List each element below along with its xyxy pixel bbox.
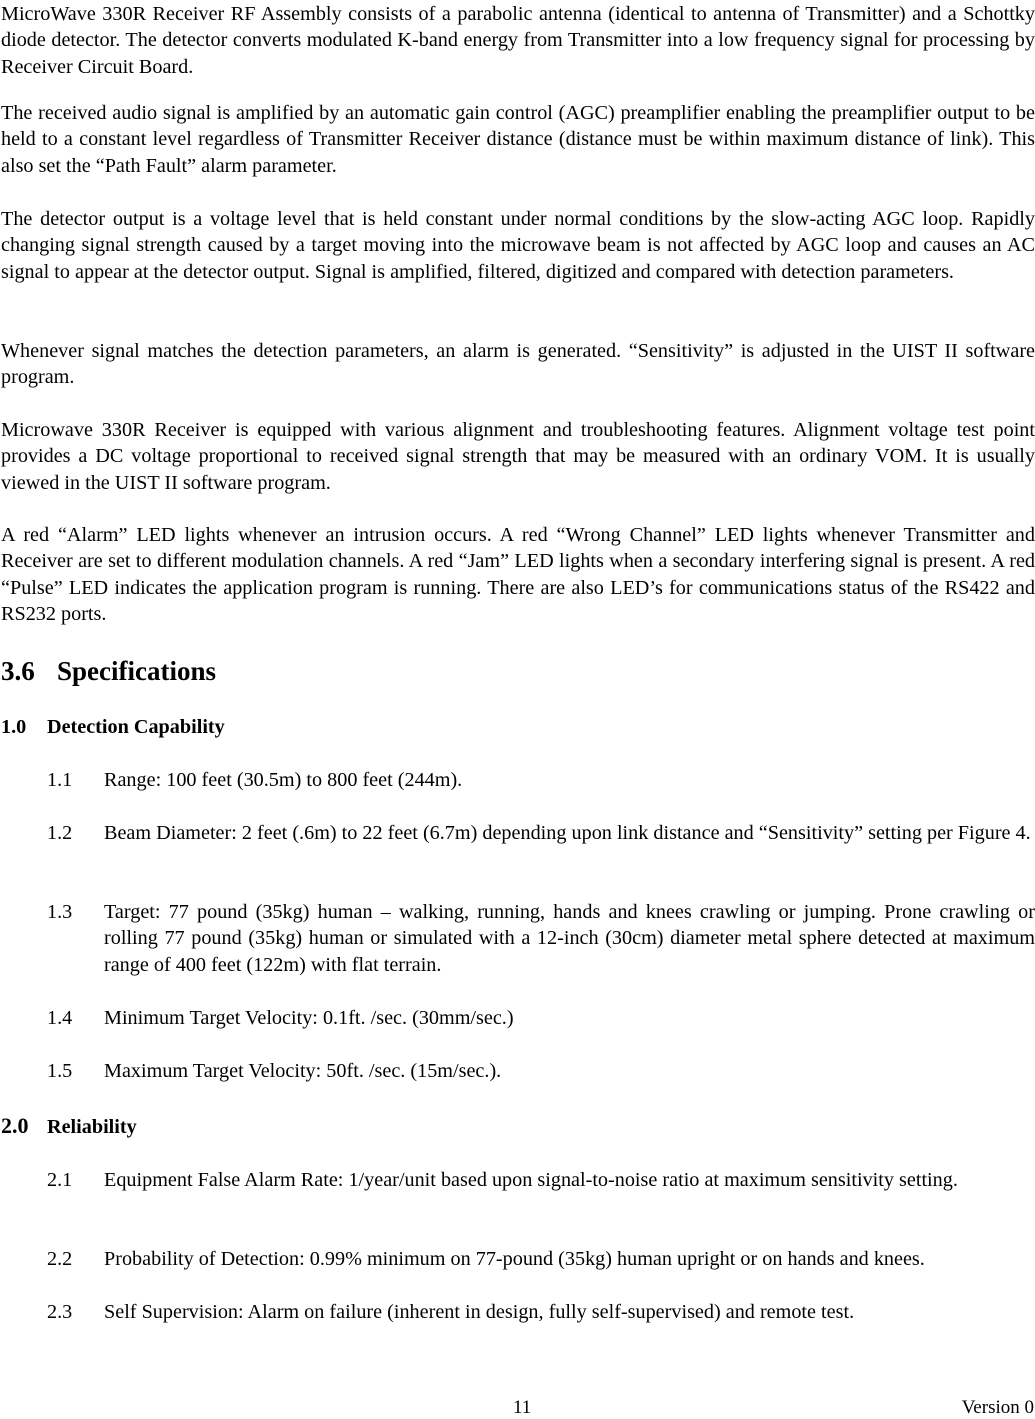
spec-item [47, 820, 1035, 846]
spec-item-text: Equipment False Alarm Rate: 1/year/unit based upon signal-to-noise ratio at maximum sensitivity setting. [104, 1169, 958, 1191]
subsection-number: 2.0 [1, 1113, 29, 1138]
subsection-number: 1.0 [1, 716, 27, 738]
paragraph-alignment-features: Microwave 330R Receiver is equipped with various alignment and troubleshooting features. Alignment voltage test point provides a DC voltage proportional to received signal strength that may be measured with an ordinary VOM. It is usually viewed in the UIST II software program. [1, 419, 1035, 494]
spec-item-number: 1.2 [47, 822, 73, 844]
subsection-title: Reliability [47, 1116, 137, 1138]
section-title: Specifications [57, 656, 216, 686]
paragraph-rf-assembly: MicroWave 330R Receiver RF Assembly consists of a parabolic antenna (identical to antenna of Transmitter) and a Schottky diode detector. The detector converts modulated K-band energy from Transmitter into a low frequency signal for processing by Receiver Circuit Board. [1, 3, 1035, 78]
spec-item [47, 1246, 1035, 1272]
paragraph-alarm-sensitivity: Whenever signal matches the detection parameters, an alarm is generated. “Sensitivity” is adjusted in the UIST II software program. [1, 340, 1035, 389]
spec-item-number: 1.3 [47, 901, 73, 923]
paragraph-agc-preamplifier: The received audio signal is amplified by an automatic gain control (AGC) preamplifier enabling the preamplifier output to be held to a constant level regardless of Transmitter Receiver distance (distance must be within maximum distance of link). This also set the “Path Fault” alarm parameter. [1, 102, 1035, 177]
paragraph-detector-output: The detector output is a voltage level that is held constant under normal conditions by the slow-acting AGC loop. Rapidly changing signal strength caused by a target moving into the microwave beam is not affected by AGC loop and causes an AC signal to appear at the detector output. Signal is amplified, filtered, digitized and compared with detection parameters. [1, 208, 1035, 283]
page-number: 11 [513, 1397, 532, 1418]
spec-item-text: Minimum Target Velocity: 0.1ft. /sec. (30mm/sec.) [104, 1007, 514, 1029]
spec-item-text: Target: 77 pound (35kg) human – walking, running, hands and knees crawling or jumping. Prone crawling or rolling 77 pound (35kg) human or simulated with a 12-inch (30cm) diameter metal sphere detected at maximum range of 400 feet (122m) with flat terrain. [104, 901, 1035, 976]
subsection-heading-reliability [1, 1113, 137, 1140]
paragraph-led-indicators: A red “Alarm” LED lights whenever an intrusion occurs. A red “Wrong Channel” LED lights whenever Transmitter and Receiver are set to different modulation channels. A red “Jam” LED lights when a secondary interfering signal is present. A red “Pulse” LED indicates the application program is running. There are also LED’s for communications status of the RS422 and RS232 ports. [1, 524, 1035, 625]
version-label: Version 0 [961, 1397, 1034, 1418]
spec-item-number: 2.3 [47, 1301, 73, 1323]
spec-item [47, 899, 1035, 978]
spec-item-text: Self Supervision: Alarm on failure (inherent in design, fully self-supervised) and remote test. [104, 1301, 855, 1323]
subsection-title: Detection Capability [47, 716, 225, 738]
spec-item [47, 1167, 1035, 1193]
subsection-heading-detection [1, 714, 225, 740]
spec-item-text: Maximum Target Velocity: 50ft. /sec. (15m/sec.). [104, 1060, 502, 1082]
spec-item-number: 2.2 [47, 1248, 73, 1270]
spec-item-text: Probability of Detection: 0.99% minimum on 77-pound (35kg) human upright or on hands and knees. [104, 1248, 925, 1270]
spec-item [47, 1299, 1035, 1325]
spec-item [47, 1005, 1035, 1031]
spec-item-number: 1.1 [47, 769, 73, 791]
spec-item-number: 2.1 [47, 1169, 73, 1191]
section-heading [1, 654, 216, 688]
spec-item-text: Beam Diameter: 2 feet (.6m) to 22 feet (6.7m) depending upon link distance and “Sensitivity” setting per Figure 4. [104, 822, 1031, 844]
spec-item-number: 1.4 [47, 1007, 73, 1029]
spec-item [47, 767, 1035, 793]
spec-item-text: Range: 100 feet (30.5m) to 800 feet (244m). [104, 769, 463, 791]
section-number: 3.6 [1, 656, 35, 686]
spec-item-number: 1.5 [47, 1060, 73, 1082]
spec-item [47, 1058, 1035, 1084]
